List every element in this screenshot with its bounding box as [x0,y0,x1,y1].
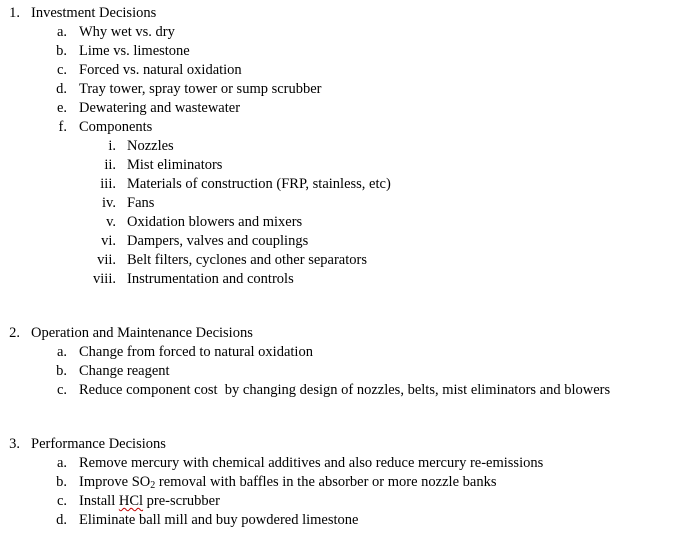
section-title: Performance Decisions [31,436,166,452]
list-marker: d. [56,81,67,97]
list-item-text: Change from forced to natural oxidation [79,344,313,360]
list-marker: f. [58,119,67,135]
list-item-text [79,492,220,511]
list-marker: c. [56,493,67,509]
sub-list-item-text: Nozzles [127,138,174,154]
list-item-text: Why wet vs. dry [79,24,175,40]
sub-list-marker: vii. [97,252,116,268]
list-item-text: Reduce component cost by changing design of nozzles, belts, mist eliminators and blowers [79,382,611,398]
sub-list-marker: iii. [100,176,116,192]
list-item-text: Forced vs. natural oxidation [79,62,242,78]
subscript: 2 [150,480,156,491]
list-marker: b. [56,43,67,59]
spellcheck-flagged-word[interactable]: HCl [118,493,144,509]
sub-list-marker: iv. [102,195,116,211]
list-marker: d. [56,512,67,528]
list-item-text: Tray tower, spray tower or sump scrubber [79,81,322,97]
list-item-text: Eliminate ball mill and buy powdered limestone [79,512,359,528]
list-marker: b. [56,474,67,490]
text-segment: removal with baffles in the absorber or more nozzle banks [155,474,497,490]
list-item-text: Components [79,119,153,135]
sub-list-marker: i. [108,138,116,154]
list-marker: e. [56,100,67,116]
list-item-text: Remove mercury with chemical additives and also reduce mercury re-emissions [79,455,544,471]
sub-list-item-text: Mist eliminators [127,157,223,173]
section-title: Investment Decisions [31,5,157,21]
list-marker: a. [56,344,67,360]
list-item-text: Dewatering and wastewater [79,100,241,116]
list-marker: b. [56,363,67,379]
list-marker: a. [56,455,67,471]
sub-list-item-text: Belt filters, cyclones and other separators [127,252,367,268]
section-number: 2. [9,325,20,341]
list-item-text: Change reagent [79,363,170,379]
sub-list-item-text: Oxidation blowers and mixers [127,214,303,230]
section-title: Operation and Maintenance Decisions [31,325,253,341]
section-number: 1. [9,5,20,21]
text-segment: Improve SO [79,474,151,490]
sub-list-item-text: Instrumentation and controls [127,271,294,287]
list-marker: c. [56,382,67,398]
section-number: 3. [9,436,20,452]
sub-list-item-text: Dampers, valves and couplings [127,233,309,249]
text-segment: Install [79,493,119,509]
list-item-text [79,473,496,492]
sub-list-marker: v. [106,214,116,230]
list-marker: c. [56,62,67,78]
sub-list-item-text: Fans [127,195,155,211]
sub-list-marker: ii. [104,157,116,173]
sub-list-marker: vi. [101,233,116,249]
list-item-text: Lime vs. limestone [79,43,190,59]
text-segment: pre-scrubber [143,493,220,509]
sub-list-marker: viii. [93,271,116,287]
sub-list-item-text: Materials of construction (FRP, stainless, etc) [127,176,391,192]
list-marker: a. [56,24,67,40]
